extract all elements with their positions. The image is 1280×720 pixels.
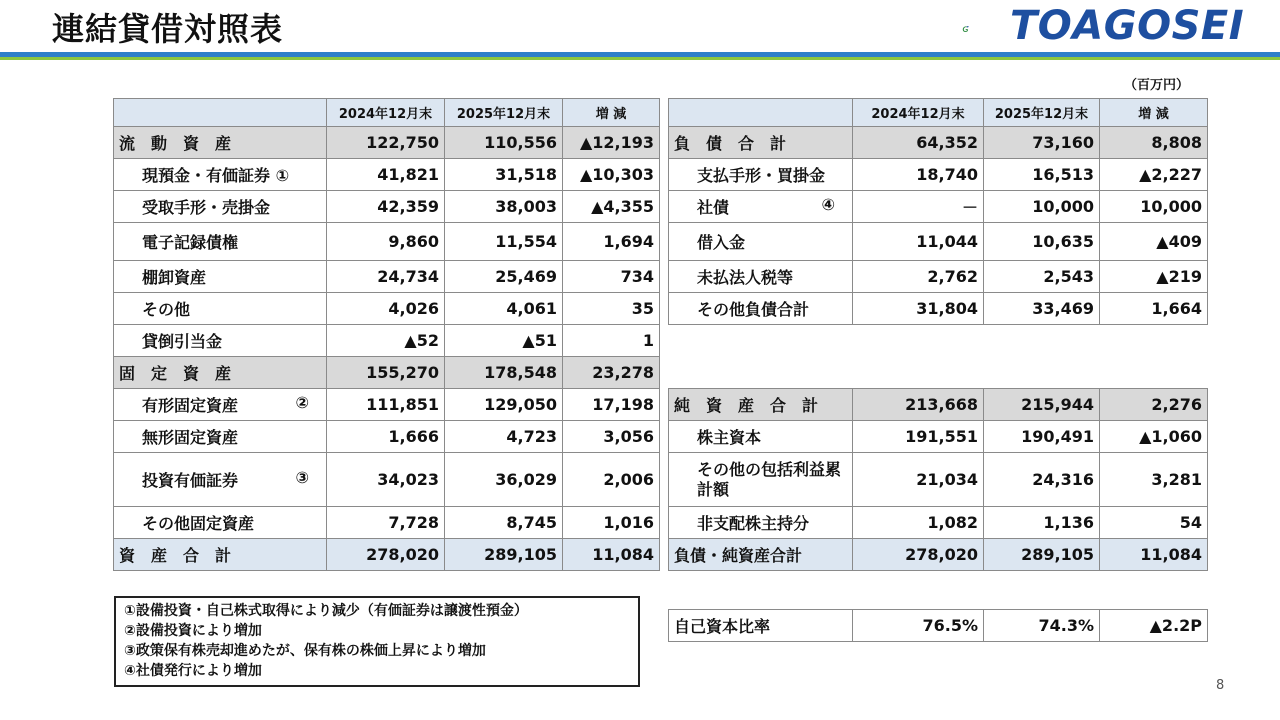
- table-row: [114, 539, 660, 571]
- value-diff: 2,276: [1100, 389, 1208, 421]
- value-diff: ▲219: [1100, 261, 1208, 293]
- value-2025: ▲51: [445, 325, 563, 357]
- row-label: 非支配株主持分: [669, 507, 853, 539]
- value-2025: 110,556: [445, 127, 563, 159]
- value-2024: ▲52: [327, 325, 445, 357]
- equity-ratio-diff: ▲2.2P: [1100, 610, 1208, 642]
- row-label: その他負債合計: [669, 293, 853, 325]
- table-row: [669, 191, 1208, 223]
- value-2025: 33,469: [984, 293, 1100, 325]
- logo-wordmark: TOAGOSEI: [1010, 3, 1245, 49]
- table-row: [669, 223, 1208, 261]
- row-note-mark: ④: [821, 195, 835, 214]
- table-row: [669, 261, 1208, 293]
- table-row: [114, 389, 660, 421]
- value-2025: 11,554: [445, 223, 563, 261]
- column-header: [669, 99, 853, 127]
- row-note-mark: ③: [295, 468, 309, 487]
- value-2025: 38,003: [445, 191, 563, 223]
- equity-ratio-label: 自己資本比率: [669, 610, 853, 642]
- row-note-mark: ②: [295, 393, 309, 412]
- value-2025: 4,723: [445, 421, 563, 453]
- value-diff: ▲409: [1100, 223, 1208, 261]
- value-diff: 11,084: [563, 539, 660, 571]
- value-2024: 2,762: [853, 261, 984, 293]
- table-row: [114, 325, 660, 357]
- value-2024: －: [853, 191, 984, 223]
- value-2024: 111,851: [327, 389, 445, 421]
- spacer-row: [669, 357, 1208, 389]
- value-2025: 8,745: [445, 507, 563, 539]
- row-label: 固 定 資 産: [114, 357, 327, 389]
- equity-ratio-2025: 74.3%: [984, 610, 1100, 642]
- row-label: 貸倒引当金: [114, 325, 327, 357]
- table-row: [114, 453, 660, 507]
- row-label: 借入金: [669, 223, 853, 261]
- value-2024: 34,023: [327, 453, 445, 507]
- row-label-text: 投資有価証券: [142, 471, 239, 490]
- header-band-green: [0, 57, 1280, 60]
- value-2024: 11,044: [853, 223, 984, 261]
- liabilities-table: [668, 98, 1208, 571]
- value-diff: 3,281: [1100, 453, 1208, 507]
- value-2025: 190,491: [984, 421, 1100, 453]
- table-row: [669, 453, 1208, 507]
- table-row: [669, 127, 1208, 159]
- note-1: ①設備投資・自己株式取得により減少（有価証券は譲渡性預金）: [124, 603, 528, 619]
- table-header-row: [114, 99, 660, 127]
- value-diff: 1: [563, 325, 660, 357]
- row-label-text: 有形固定資産: [142, 396, 239, 415]
- row-label: その他固定資産: [114, 507, 327, 539]
- spacer-row: [669, 325, 1208, 357]
- table-row: [669, 421, 1208, 453]
- value-2024: 4,026: [327, 293, 445, 325]
- equity-ratio-row: [669, 610, 1208, 642]
- value-2024: 1,082: [853, 507, 984, 539]
- notes-box: [114, 596, 640, 687]
- value-2025: 178,548: [445, 357, 563, 389]
- table-row: [669, 389, 1208, 421]
- value-2025: 16,513: [984, 159, 1100, 191]
- value-2025: 1,136: [984, 507, 1100, 539]
- value-2024: 9,860: [327, 223, 445, 261]
- table-row: [669, 539, 1208, 571]
- value-diff: 3,056: [563, 421, 660, 453]
- table-row: [669, 507, 1208, 539]
- value-2025: 289,105: [445, 539, 563, 571]
- value-2024: 7,728: [327, 507, 445, 539]
- page-number: 8: [1216, 678, 1225, 693]
- equity-ratio-2024: 76.5%: [853, 610, 984, 642]
- row-label: 資 産 合 計: [114, 539, 327, 571]
- table-row: [114, 223, 660, 261]
- column-header: 2024年12月末: [853, 99, 984, 127]
- table-row: [114, 357, 660, 389]
- spacer-cell: [669, 357, 1208, 389]
- row-label: 純 資 産 合 計: [669, 389, 853, 421]
- value-diff: ▲12,193: [563, 127, 660, 159]
- value-2024: 31,804: [853, 293, 984, 325]
- value-2025: 289,105: [984, 539, 1100, 571]
- value-2025: 10,635: [984, 223, 1100, 261]
- value-2025: 2,543: [984, 261, 1100, 293]
- row-label: その他の包括利益累計額: [669, 453, 853, 507]
- row-label: 負債・純資産合計: [669, 539, 853, 571]
- row-label: [669, 191, 853, 223]
- column-header: 2025年12月末: [445, 99, 563, 127]
- unit-label: （百万円）: [1124, 78, 1190, 93]
- value-2024: 191,551: [853, 421, 984, 453]
- value-2025: 31,518: [445, 159, 563, 191]
- table-row: [114, 159, 660, 191]
- value-2024: 18,740: [853, 159, 984, 191]
- value-2025: 215,944: [984, 389, 1100, 421]
- value-diff: 2,006: [563, 453, 660, 507]
- value-2025: 4,061: [445, 293, 563, 325]
- row-label: 流 動 資 産: [114, 127, 327, 159]
- value-diff: ▲10,303: [563, 159, 660, 191]
- value-2025: 129,050: [445, 389, 563, 421]
- value-2024: 64,352: [853, 127, 984, 159]
- row-label: 支払手形・買掛金: [669, 159, 853, 191]
- column-header: 2024年12月末: [327, 99, 445, 127]
- note-4: ④社債発行により増加: [124, 663, 262, 679]
- value-2024: 122,750: [327, 127, 445, 159]
- table-row: [114, 261, 660, 293]
- note-3: ③政策保有株売却進めたが、保有株の株価上昇により増加: [124, 643, 486, 659]
- table-row: [669, 159, 1208, 191]
- table-header-row: [669, 99, 1208, 127]
- column-header: 増 減: [563, 99, 660, 127]
- page-title: 連結貸借対照表: [52, 10, 284, 48]
- row-label: 負 債 合 計: [669, 127, 853, 159]
- row-label: [114, 453, 327, 507]
- table-row: [114, 421, 660, 453]
- note-2: ②設備投資により増加: [124, 623, 262, 639]
- column-header: [114, 99, 327, 127]
- company-logo: [962, 6, 1008, 52]
- row-label: [114, 389, 327, 421]
- row-label: 棚卸資産: [114, 261, 327, 293]
- value-2025: 10,000: [984, 191, 1100, 223]
- value-diff: ▲2,227: [1100, 159, 1208, 191]
- value-2025: 73,160: [984, 127, 1100, 159]
- value-2024: 278,020: [853, 539, 984, 571]
- value-2025: 25,469: [445, 261, 563, 293]
- column-header: 増 減: [1100, 99, 1208, 127]
- row-label: 電子記録債権: [114, 223, 327, 261]
- row-label: 未払法人税等: [669, 261, 853, 293]
- value-diff: 8,808: [1100, 127, 1208, 159]
- row-label: 受取手形・売掛金: [114, 191, 327, 223]
- equity-ratio-table: [668, 609, 1208, 642]
- value-2024: 1,666: [327, 421, 445, 453]
- value-diff: 54: [1100, 507, 1208, 539]
- value-diff: ▲1,060: [1100, 421, 1208, 453]
- row-label: 株主資本: [669, 421, 853, 453]
- value-diff: 1,016: [563, 507, 660, 539]
- value-2024: 42,359: [327, 191, 445, 223]
- value-diff: 35: [563, 293, 660, 325]
- value-diff: ▲4,355: [563, 191, 660, 223]
- value-2024: 213,668: [853, 389, 984, 421]
- table-row: [669, 293, 1208, 325]
- table-row: [114, 507, 660, 539]
- value-2024: 41,821: [327, 159, 445, 191]
- row-label: 現預金・有価証券 ①: [114, 159, 327, 191]
- value-diff: 11,084: [1100, 539, 1208, 571]
- value-2024: 24,734: [327, 261, 445, 293]
- assets-table: [113, 98, 660, 571]
- value-2024: 278,020: [327, 539, 445, 571]
- value-2025: 24,316: [984, 453, 1100, 507]
- table-row: [114, 293, 660, 325]
- value-diff: 734: [563, 261, 660, 293]
- value-diff: 10,000: [1100, 191, 1208, 223]
- value-diff: 17,198: [563, 389, 660, 421]
- table-row: [114, 127, 660, 159]
- value-2024: 21,034: [853, 453, 984, 507]
- row-label: その他: [114, 293, 327, 325]
- row-label: 無形固定資産: [114, 421, 327, 453]
- value-diff: 23,278: [563, 357, 660, 389]
- spacer-cell: [669, 325, 1208, 357]
- value-diff: 1,664: [1100, 293, 1208, 325]
- value-2024: 155,270: [327, 357, 445, 389]
- value-2025: 36,029: [445, 453, 563, 507]
- table-row: [114, 191, 660, 223]
- row-label-text: 社債: [697, 198, 730, 217]
- column-header: 2025年12月末: [984, 99, 1100, 127]
- value-diff: 1,694: [563, 223, 660, 261]
